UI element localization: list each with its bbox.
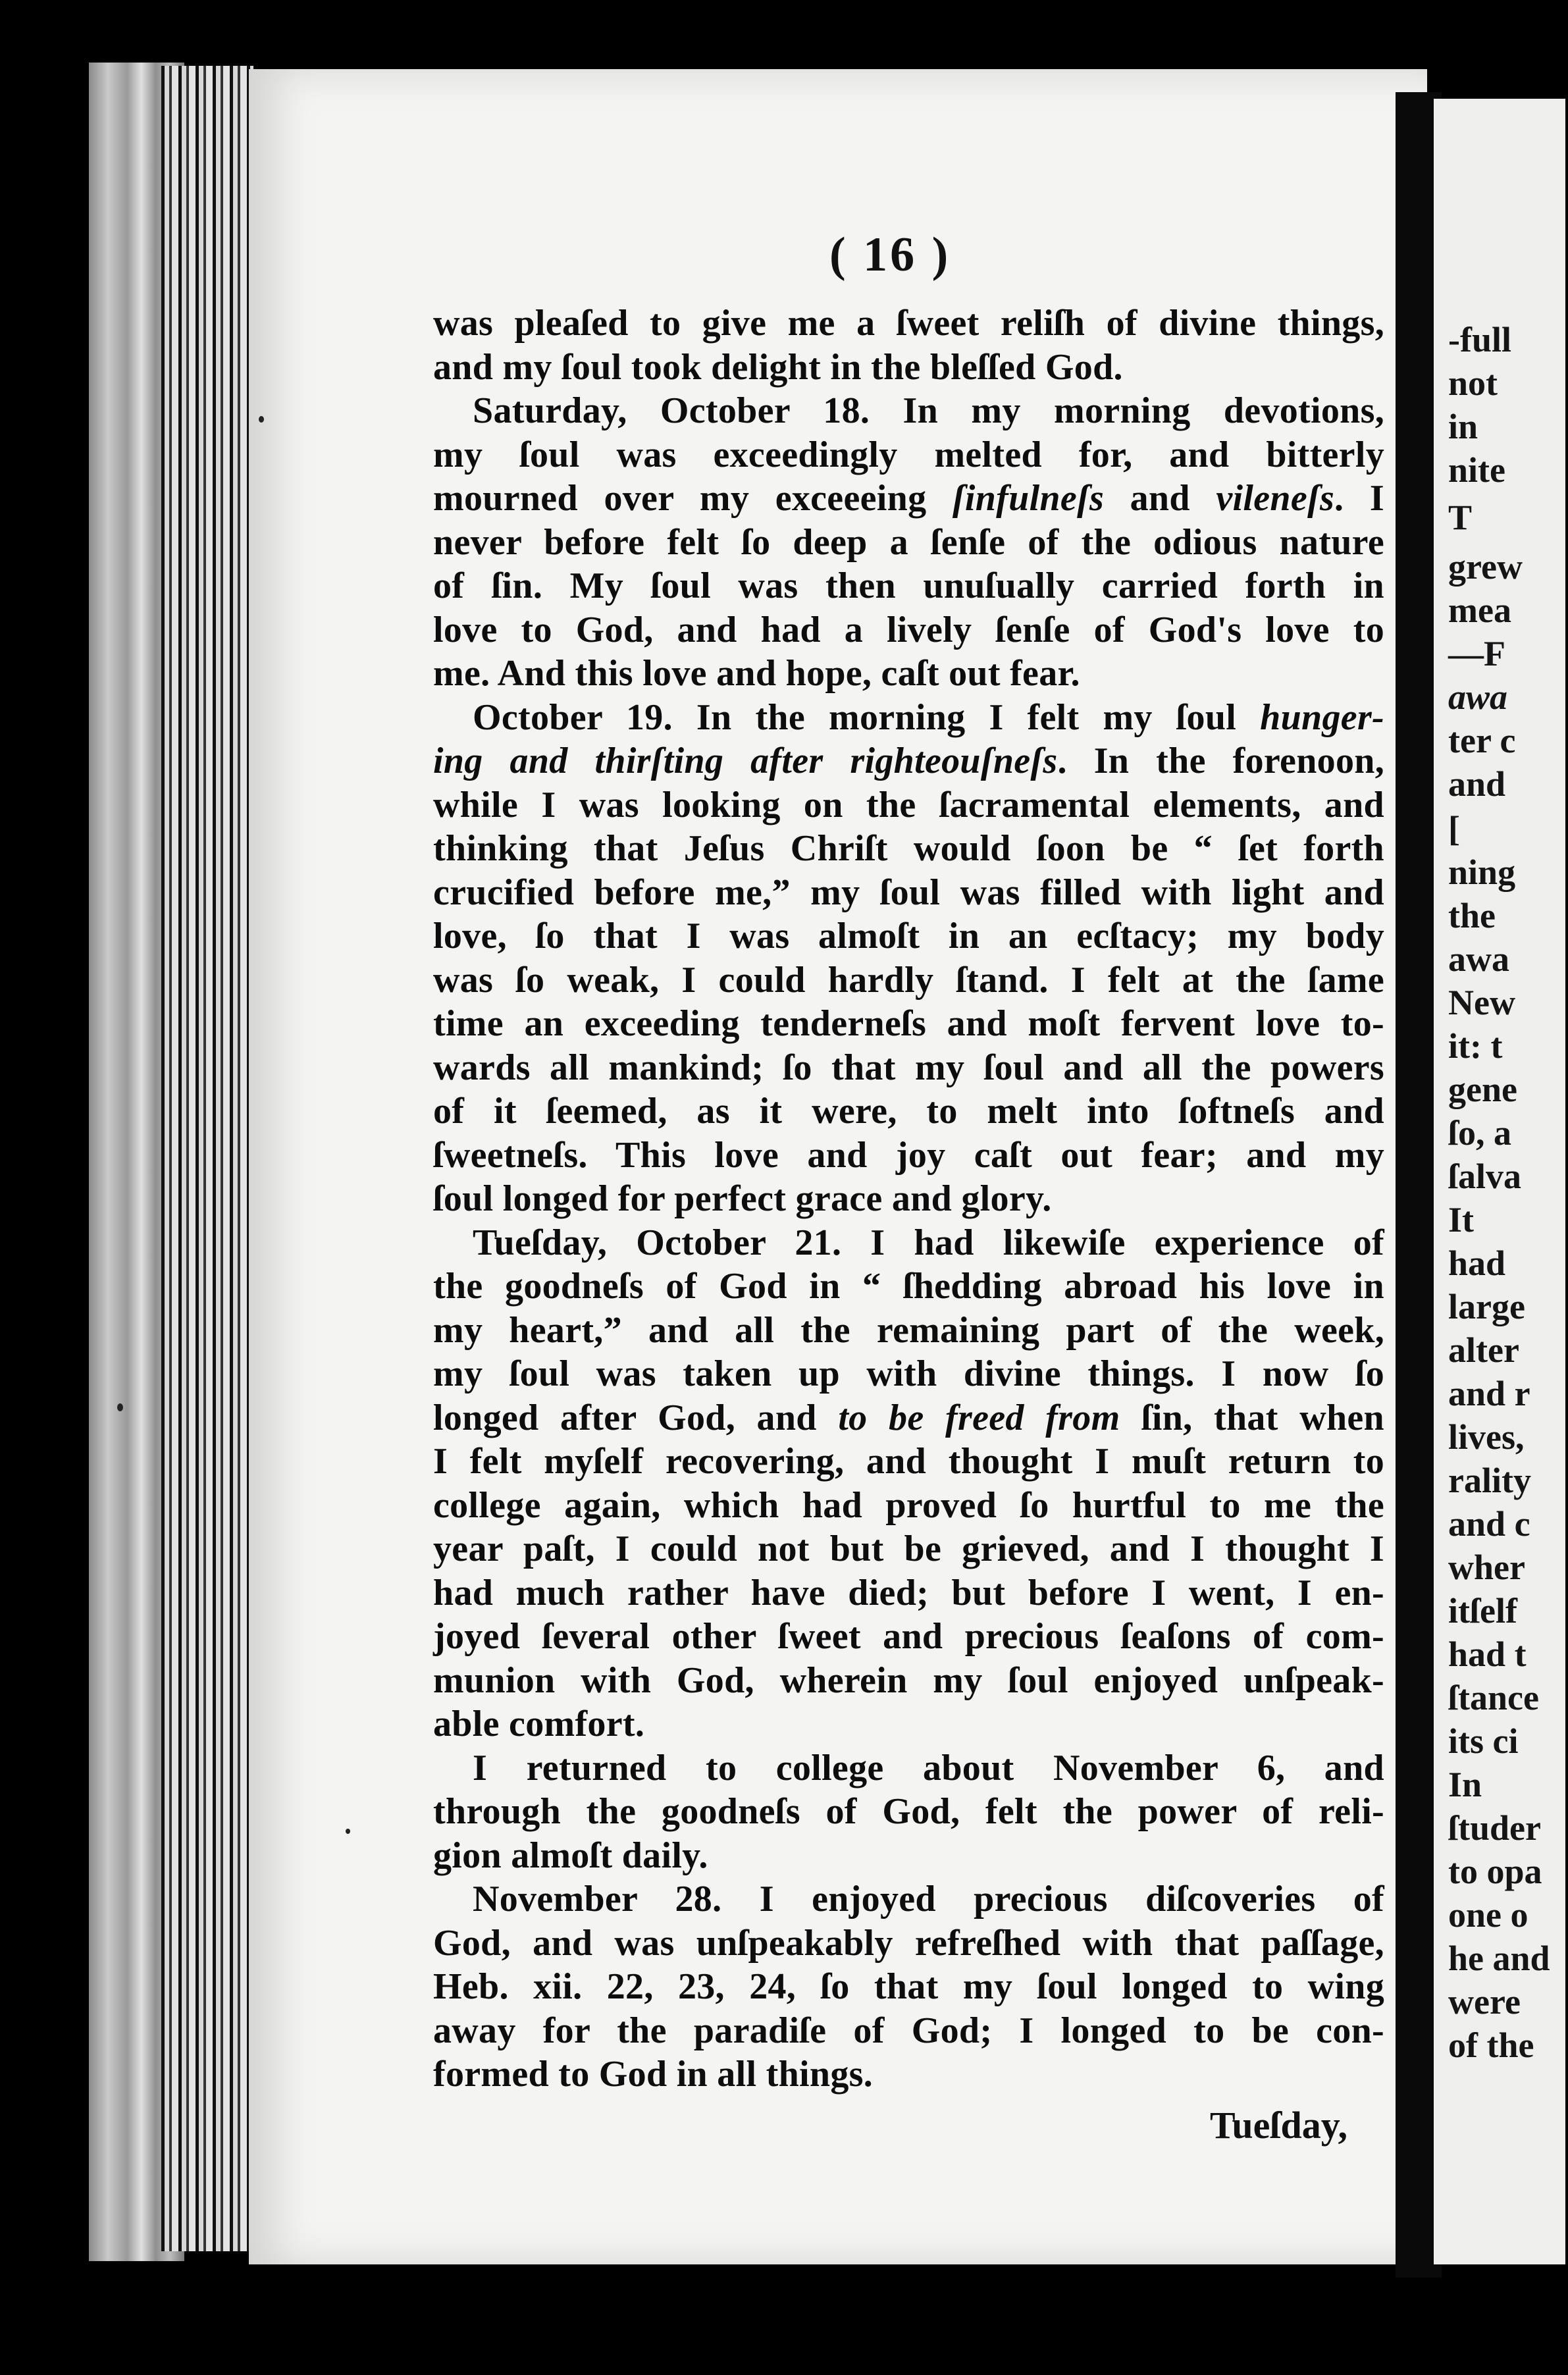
text-line: God, and was unſpeakably refreſhed with that paſſage, xyxy=(433,1922,1384,1964)
facing-page-text: and xyxy=(1448,764,1506,804)
text-line: time an exceeding tenderneſs and moſt fervent love to- xyxy=(433,1003,1384,1044)
text-line: my heart,” and all the remaining part of the week, xyxy=(433,1309,1384,1351)
text-line: munion with God, wherein my ſoul enjoyed unſpeak- xyxy=(433,1659,1384,1701)
text-line xyxy=(433,739,1384,783)
italic-run: hunger- xyxy=(1260,696,1384,738)
facing-page-text: alter xyxy=(1448,1330,1519,1370)
facing-page-text: nite xyxy=(1448,450,1505,490)
facing-page-text: its ci xyxy=(1448,1721,1519,1761)
text-line: my ſoul was exceedingly melted for, and bitterly xyxy=(433,434,1384,475)
text-line: thinking that Jeſus Chriſt would ſoon be “ ſet forth xyxy=(433,828,1384,869)
facing-page-text: gene xyxy=(1448,1070,1517,1109)
text-line: November 28. I enjoyed precious diſcoveries of xyxy=(473,1879,1384,1919)
facing-page-text: it: t xyxy=(1448,1026,1503,1066)
text-run: . I xyxy=(1334,478,1384,519)
text-line: was ſo weak, I could hardly ſtand. I felt at the ſame xyxy=(433,959,1384,1001)
facing-page-text: not xyxy=(1448,363,1498,403)
text-line xyxy=(433,1396,1384,1440)
text-line: the goodneſs of God in “ ſhedding abroad his love in xyxy=(433,1266,1384,1307)
text-run: . In the forenoon, xyxy=(1057,741,1384,781)
ink-speck xyxy=(117,1403,123,1411)
page-number: ( 16 ) xyxy=(829,228,951,282)
facing-page-text: ſo, a xyxy=(1448,1113,1512,1153)
text-line: while I was looking on the ſacramental elements, and xyxy=(433,784,1384,825)
text-line: and my ſoul took delight in the bleſſed God. xyxy=(433,346,1123,388)
text-line: my ſoul was taken up with divine things. I now ſo xyxy=(433,1353,1384,1394)
text-run: ſin, that when xyxy=(1120,1397,1385,1438)
text-line: was pleaſed to give me a ſweet reliſh of divine things, xyxy=(433,303,1384,344)
text-line: wards all mankind; ſo that my ſoul and all the powers xyxy=(433,1047,1384,1088)
text-line: Saturday, October 18. In my morning devotions, xyxy=(473,390,1384,431)
italic-run: to be freed from xyxy=(838,1397,1120,1438)
text-line: Tueſday, October 21. I had likewiſe experience of xyxy=(473,1222,1384,1263)
facing-page-text: T xyxy=(1448,498,1473,537)
facing-page-text: ning xyxy=(1448,852,1516,892)
binding-edge xyxy=(161,66,253,2251)
text-line: year paſt, I could not but be grieved, and I thought I xyxy=(433,1528,1384,1569)
catchword: Tueſday, xyxy=(1210,2104,1348,2147)
ink-speck xyxy=(346,1829,350,1834)
facing-page-text: [ xyxy=(1448,809,1460,848)
facing-page-text: in xyxy=(1448,407,1478,446)
facing-page-text: New xyxy=(1448,983,1515,1022)
text-line: love, ſo that I was almoſt in an ecſtacy; my body xyxy=(433,916,1384,956)
facing-page-text: In xyxy=(1448,1765,1482,1804)
facing-page-fragment xyxy=(1434,99,1565,2264)
text-line: I returned to college about November 6, and xyxy=(473,1747,1384,1788)
text-run: mourned over my exceeeing xyxy=(433,478,953,519)
facing-page-text: ſtuder xyxy=(1448,1808,1541,1848)
text-line: crucified before me,” my ſoul was filled with light and xyxy=(433,872,1384,913)
facing-page-text: It xyxy=(1448,1200,1474,1240)
body-text xyxy=(433,301,1384,2097)
text-line: Heb. xii. 22, 23, 24, ſo that my ſoul longed to wing xyxy=(433,1966,1384,2007)
text-line: college again, which had proved ſo hurtful to me the xyxy=(433,1484,1384,1526)
facing-page-text: had t xyxy=(1448,1634,1527,1674)
text-line: ſweetneſs. This love and joy caſt out fear; and my xyxy=(433,1134,1384,1176)
facing-page-text: grew xyxy=(1448,547,1523,587)
text-line: love to God, and had a lively ſenſe of God's love to xyxy=(433,609,1384,650)
facing-page-text: he and xyxy=(1448,1939,1550,1978)
facing-page-text: itſelf xyxy=(1448,1591,1517,1631)
facing-page-text: ter c xyxy=(1448,721,1516,760)
facing-page-text: ſalva xyxy=(1448,1157,1522,1196)
text-run: and xyxy=(1104,478,1216,519)
text-line: through the goodneſs of God, felt the power of reli- xyxy=(433,1791,1384,1832)
facing-page-text: had xyxy=(1448,1243,1506,1283)
text-line: able comfort. xyxy=(433,1704,645,1744)
ink-speck xyxy=(259,416,264,423)
facing-page-text: wher xyxy=(1448,1548,1525,1587)
facing-page-text: mea xyxy=(1448,590,1511,630)
text-line: ſoul longed for perfect grace and glory. xyxy=(433,1178,1052,1219)
text-line: of it ſeemed, as it were, to melt into ſoftneſs and xyxy=(433,1091,1384,1132)
facing-page-text: and c xyxy=(1448,1504,1530,1544)
text-line: away for the paradiſe of God; I longed to be con- xyxy=(433,2010,1384,2051)
text-line xyxy=(433,477,1384,521)
text-line: gion almoſt daily. xyxy=(433,1835,708,1876)
text-line: formed to God in all things. xyxy=(433,2054,874,2095)
facing-page-text: to opa xyxy=(1448,1852,1542,1891)
facing-page-text: large xyxy=(1448,1287,1525,1326)
text-line: I felt myſelf recovering, and thought I muſt return to xyxy=(433,1441,1384,1482)
facing-page-text: ſtance xyxy=(1448,1678,1539,1717)
facing-page-text: awa xyxy=(1448,677,1508,717)
text-run: October 19. In the morning I felt my ſoul xyxy=(473,696,1261,738)
facing-page-text: were xyxy=(1448,1982,1521,2022)
italic-run: vileneſs xyxy=(1216,478,1335,519)
text-line: me. And this love and hope, caſt out fear. xyxy=(433,653,1080,694)
facing-page-text: awa xyxy=(1448,939,1509,979)
facing-page-text: rality xyxy=(1448,1461,1531,1500)
text-line: of ſin. My ſoul was then unuſually carried forth in xyxy=(433,565,1384,606)
facing-page-text: and r xyxy=(1448,1374,1530,1413)
facing-page-text: the xyxy=(1448,896,1496,935)
text-line: never before felt ſo deep a ſenſe of the odious nature xyxy=(433,521,1384,563)
facing-page-text: -full xyxy=(1448,320,1512,359)
italic-run: ing and thirſting after righteouſneſs xyxy=(433,741,1058,781)
facing-page-text: —F xyxy=(1448,634,1505,673)
text-line xyxy=(433,696,1384,740)
facing-page-text: one o xyxy=(1448,1895,1529,1935)
facing-page-text: lives, xyxy=(1448,1417,1525,1457)
text-line: had much rather have died; but before I went, I en- xyxy=(433,1572,1384,1613)
text-run: longed after God, and xyxy=(433,1397,839,1438)
italic-run: ſinfulneſs xyxy=(952,478,1105,519)
facing-page-text: of the xyxy=(1448,2025,1534,2065)
text-line: joyed ſeveral other ſweet and precious ſeaſons of com- xyxy=(433,1616,1384,1657)
